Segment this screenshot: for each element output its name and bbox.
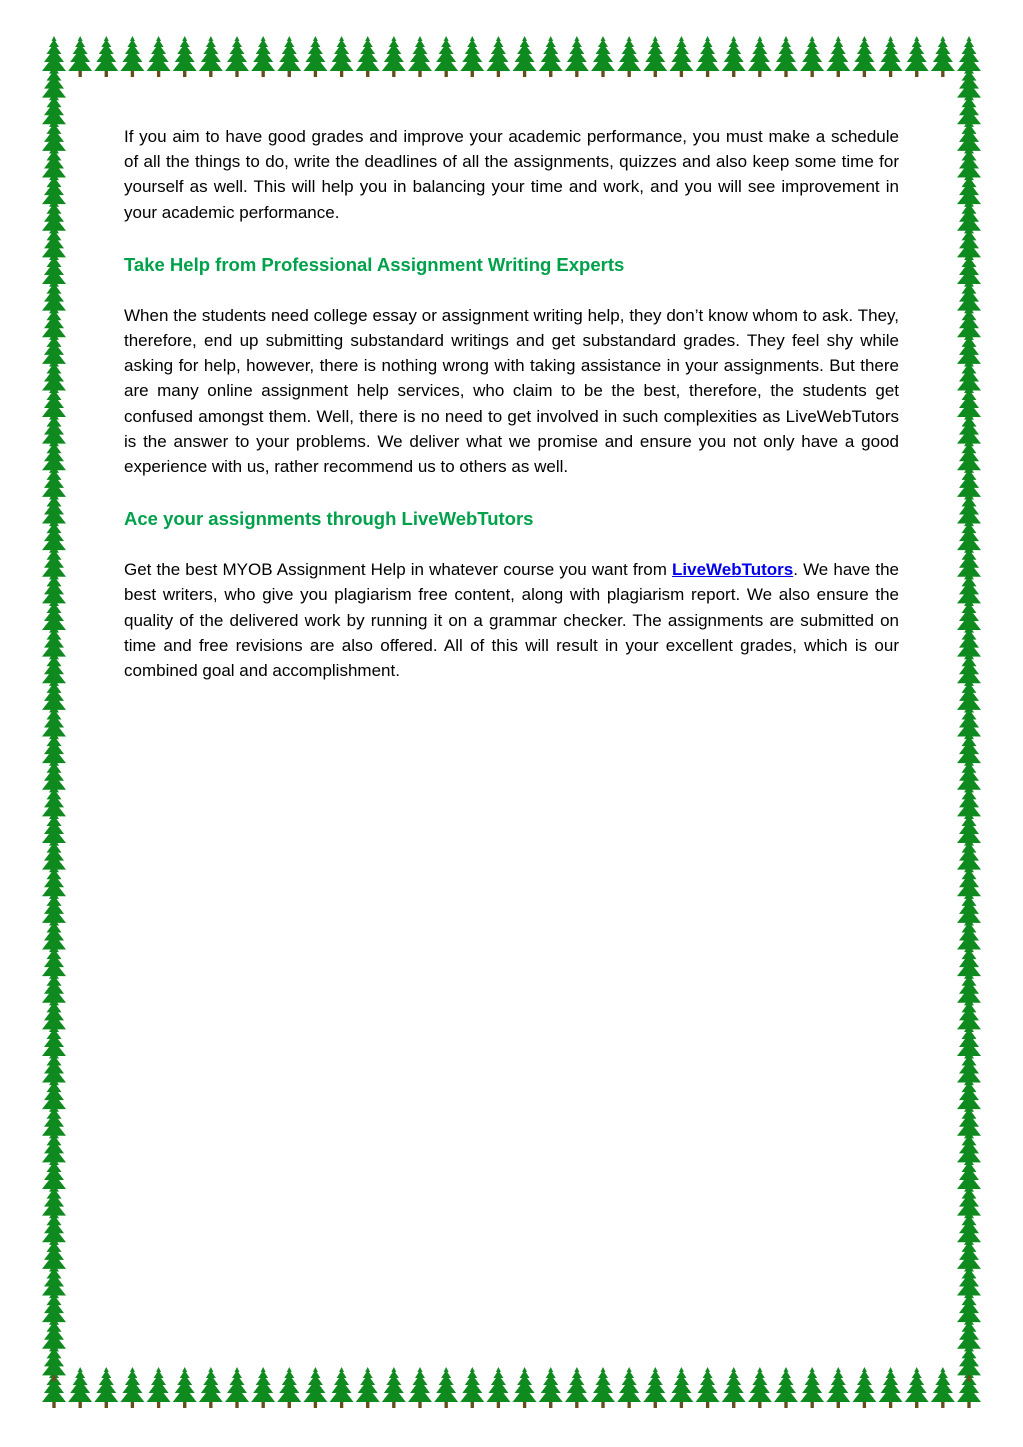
- christmas-tree-icon: [251, 36, 275, 77]
- christmas-tree-icon: [277, 1367, 301, 1408]
- ace-assignments-paragraph: [124, 557, 899, 683]
- christmas-tree-icon: [277, 36, 301, 77]
- christmas-tree-icon: [94, 1367, 118, 1408]
- christmas-tree-icon: [774, 1367, 798, 1408]
- christmas-tree-icon: [643, 1367, 667, 1408]
- ace-assignments-text-end: . We have the best writers, who give you plagiarism free content, along with plagiarism report. We also ensure the quality of the delivered work by running it on a grammar checker. The assignments are submitted on time and free revisions are also offered. All of this will result in your excellent grades, which is our combined goal and accomplishment.: [124, 560, 899, 681]
- christmas-tree-icon: [382, 1367, 406, 1408]
- christmas-tree-icon: [669, 36, 693, 77]
- christmas-tree-icon: [852, 1367, 876, 1408]
- christmas-tree-icon: [120, 36, 144, 77]
- christmas-tree-icon: [408, 36, 432, 77]
- section-heading-ace-assignments: Ace your assignments through LiveWebTutors: [124, 508, 534, 530]
- christmas-tree-icon: [565, 1367, 589, 1408]
- christmas-tree-icon: [722, 36, 746, 77]
- christmas-tree-icon: [539, 1367, 563, 1408]
- christmas-tree-icon: [382, 36, 406, 77]
- christmas-tree-icon: [748, 1367, 772, 1408]
- christmas-tree-icon: [800, 36, 824, 77]
- professional-help-paragraph: When the students need college essay or assignment writing help, they don’t know whom to ask. They, therefore, end up submitting substandard writings and get substandard grades. They feel shy while asking for help, however, there is nothing wrong with taking assistance in your assignments. But there are many online assignment help services, who claim to be the best, therefore, the students get confused amongst them. Well, there is no need to get involved in such complexities as LiveWebTutors is the answer to your problems. We deliver what we promise and ensure you not only have a good experience with us, rather recommend us to others as well.: [124, 305, 899, 477]
- christmas-tree-icon: [303, 1367, 327, 1408]
- section-heading-professional-help: Take Help from Professional Assignment Writing Experts: [124, 253, 625, 275]
- christmas-tree-icon: [617, 1367, 641, 1408]
- christmas-tree-icon: [669, 1367, 693, 1408]
- ace-assignments-text-start: Get the best MYOB Assignment Help in whatever course you want from: [124, 560, 673, 580]
- livewebtutors-link[interactable]: LiveWebTutors: [672, 560, 794, 580]
- christmas-tree-icon: [905, 1367, 929, 1408]
- christmas-tree-icon: [199, 36, 223, 77]
- christmas-tree-icon: [722, 1367, 746, 1408]
- christmas-tree-icon: [460, 1367, 484, 1408]
- christmas-tree-icon: [120, 1367, 144, 1408]
- christmas-tree-icon: [513, 1367, 537, 1408]
- christmas-tree-icon: [931, 1367, 955, 1408]
- christmas-tree-icon: [643, 36, 667, 77]
- christmas-tree-icon: [434, 36, 458, 77]
- christmas-tree-icon: [68, 1367, 92, 1408]
- christmas-tree-icon: [303, 36, 327, 77]
- christmas-tree-icon: [251, 1367, 275, 1408]
- christmas-tree-icon: [486, 36, 510, 77]
- christmas-tree-icon: [225, 1367, 249, 1408]
- christmas-tree-icon: [173, 36, 197, 77]
- christmas-tree-icon: [879, 1367, 903, 1408]
- christmas-tree-icon: [565, 36, 589, 77]
- christmas-tree-icon: [539, 36, 563, 77]
- christmas-tree-icon: [68, 36, 92, 77]
- christmas-tree-icon: [852, 36, 876, 77]
- christmas-tree-icon: [826, 36, 850, 77]
- christmas-tree-icon: [225, 36, 249, 77]
- christmas-tree-icon: [173, 1367, 197, 1408]
- christmas-tree-icon: [356, 1367, 380, 1408]
- christmas-tree-icon: [486, 1367, 510, 1408]
- christmas-tree-icon: [591, 36, 615, 77]
- intro-paragraph: If you aim to have good grades and improve your academic performance, you must make a schedule of all the things to do, write the deadlines of all the assignments, quizzes and also keep some time for yourself as well. This will help you in balancing your time and work, and you will see improvement in your academic performance.: [124, 127, 899, 222]
- christmas-tree-icon: [199, 1367, 223, 1408]
- christmas-tree-icon: [147, 36, 171, 77]
- christmas-tree-icon: [931, 36, 955, 77]
- christmas-tree-icon: [905, 36, 929, 77]
- christmas-tree-icon: [800, 1367, 824, 1408]
- document-body: [124, 124, 899, 683]
- christmas-tree-icon: [434, 1367, 458, 1408]
- christmas-tree-icon: [356, 36, 380, 77]
- christmas-tree-icon: [94, 36, 118, 77]
- christmas-tree-icon: [460, 36, 484, 77]
- christmas-tree-icon: [617, 36, 641, 77]
- christmas-tree-icon: [513, 36, 537, 77]
- christmas-tree-icon: [826, 1367, 850, 1408]
- christmas-tree-icon: [774, 36, 798, 77]
- christmas-tree-icon: [408, 1367, 432, 1408]
- christmas-tree-icon: [696, 36, 720, 77]
- christmas-tree-icon: [147, 1367, 171, 1408]
- christmas-tree-icon: [330, 1367, 354, 1408]
- christmas-tree-icon: [591, 1367, 615, 1408]
- christmas-tree-icon: [748, 36, 772, 77]
- christmas-tree-icon: [696, 1367, 720, 1408]
- christmas-tree-icon: [330, 36, 354, 77]
- christmas-tree-icon: [879, 36, 903, 77]
